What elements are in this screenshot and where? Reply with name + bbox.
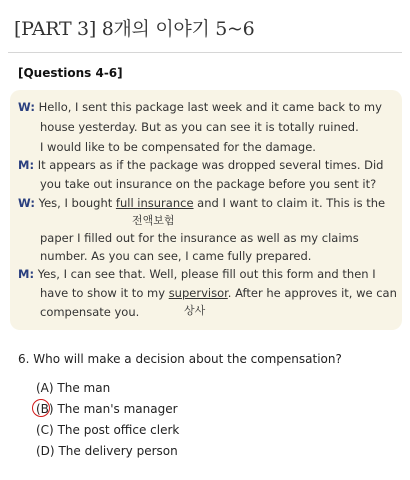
answer-option-c[interactable] [36,423,179,437]
dialogue-line [40,120,359,134]
dialogue-text: and I want to claim it. This is the [193,196,386,210]
option-mark: (D) [36,444,55,458]
dialogue-line [18,158,383,172]
selected-answer-circle [32,399,50,417]
dialogue-text: house yesterday. But as you can see it is totally ruined. [40,120,359,134]
dialogue-line [40,140,316,154]
dialogue-line [40,177,376,191]
option-mark: (C) [36,423,54,437]
option-text: The man [57,381,111,395]
answer-option-a[interactable] [36,381,110,395]
dialogue-line [18,100,382,114]
dialogue-line [40,305,139,319]
answer-option-b[interactable] [36,402,178,416]
underlined-term: full insurance [115,196,194,210]
dialogue-text: I would like to be compensated for the damage. [40,140,316,154]
korean-annotation: 상사 [184,304,206,317]
dialogue-text: number. As you can see, I came fully prepared. [40,249,312,263]
korean-annotation: 전액보험 [132,214,175,227]
option-text: The post office clerk [57,423,180,437]
dialogue-text: It appears as if the package was dropped several times. Did [37,158,384,172]
speaker-label: M: [18,267,35,281]
dialogue-line [40,231,359,245]
underlined-term: supervisor [168,286,228,300]
dialogue-line [40,249,311,263]
dialogue-text: compensate you. [40,305,140,319]
dialogue-text: you take out insurance on the package before you sent it? [40,177,377,191]
option-text: The man's manager [57,402,178,416]
speaker-label: M: [18,158,35,172]
dialogue-text: Hello, I sent this package last week and it came back to my [38,100,382,114]
question-text: 6. Who will make a decision about the compensation? [18,352,342,366]
answer-option-d[interactable] [36,444,178,458]
dialogue-text: paper I filled out for the insurance as well as my claims [40,231,359,245]
speaker-label: W: [18,196,35,210]
dialogue-text: Yes, I can see that. Well, please fill out this form and then I [37,267,376,281]
title-divider [8,52,402,53]
dialogue-text: . After he approves it, we can [227,286,397,300]
dialogue-line [18,267,376,281]
dialogue-text: Yes, I bought [38,196,116,210]
dialogue-text: have to show it to my [40,286,169,300]
dialogue-line [40,286,397,300]
questions-heading: [Questions 4-6] [18,66,123,80]
option-mark: (B) [36,402,54,416]
dialogue-line [18,196,385,210]
option-text: The delivery person [58,444,178,458]
page-title: [PART 3] 8개의 이야기 5~6 [14,18,255,40]
speaker-label: W: [18,100,35,114]
option-mark: (A) [36,381,54,395]
